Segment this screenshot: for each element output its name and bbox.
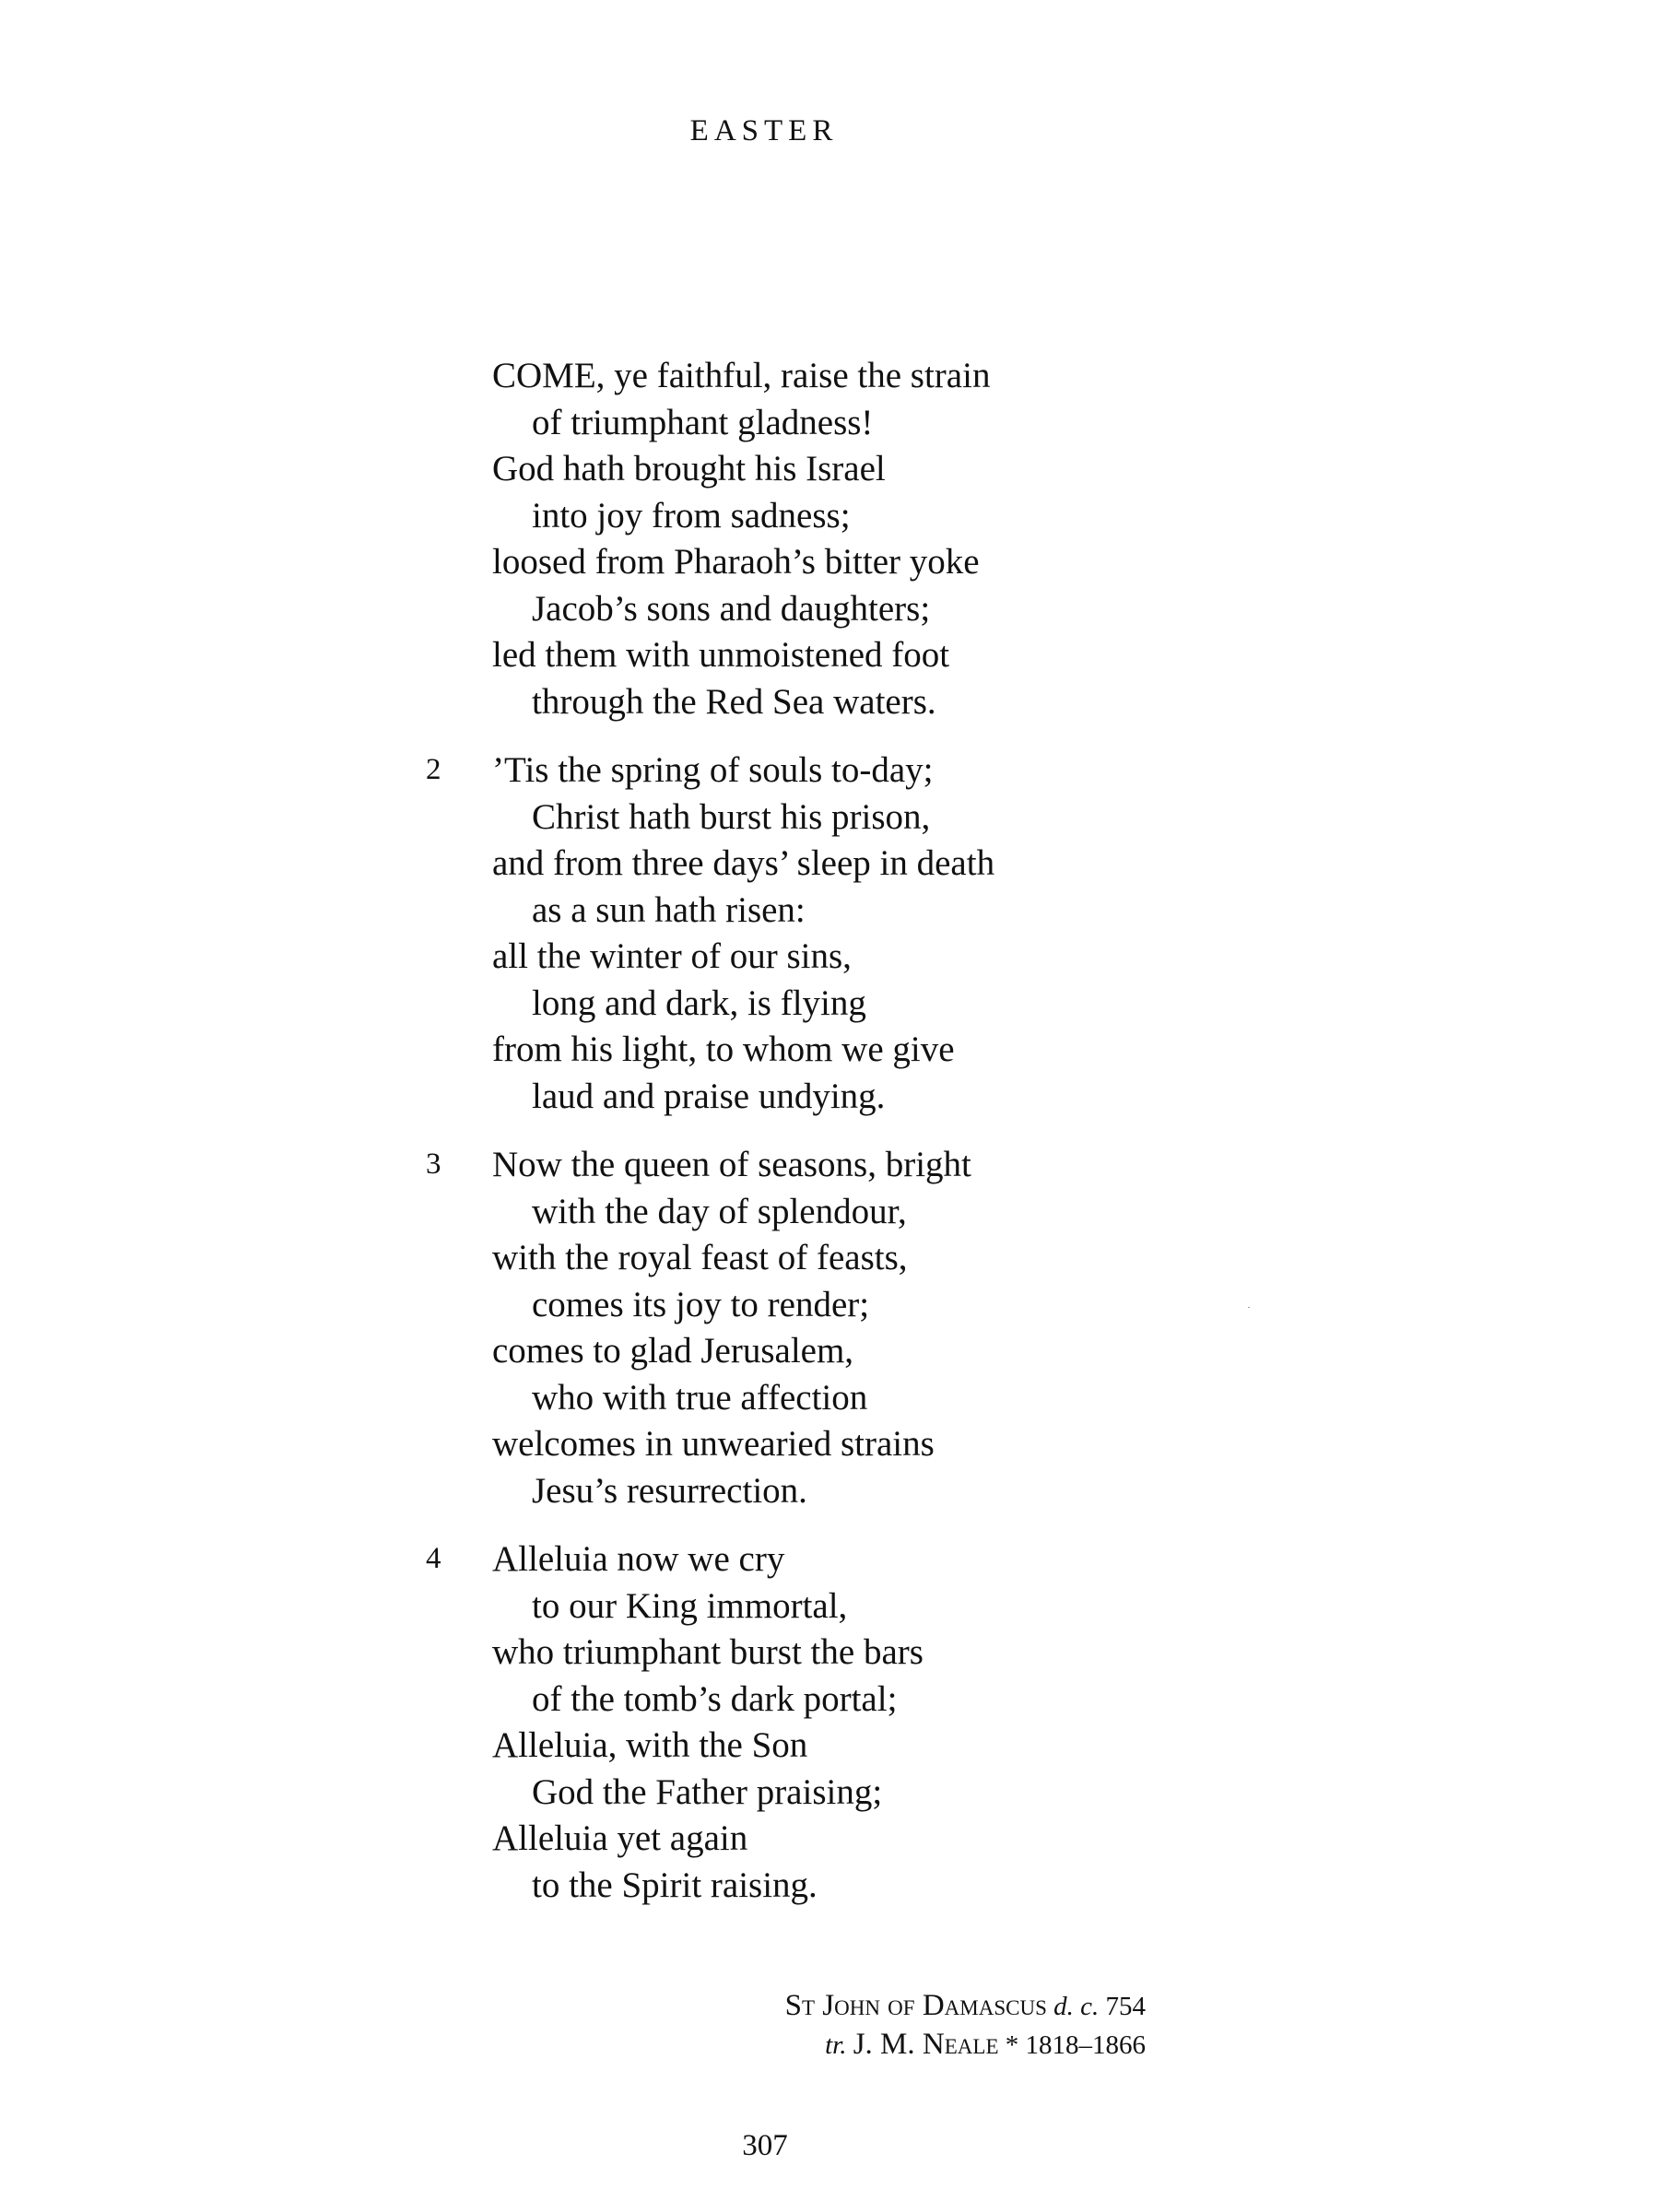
author-date: 754 xyxy=(1105,1992,1146,2021)
stanza-1-line-7: led them with unmoistened foot xyxy=(492,635,950,675)
stanza-3 xyxy=(427,1142,1348,1514)
translator-credit xyxy=(0,2025,1146,2065)
stanza-4-line-1: Alleluia now we cry xyxy=(492,1539,785,1579)
stanza-2-line-1: ’Tis the spring of souls to-day; xyxy=(492,750,934,790)
stanza-1-line-5: loosed from Pharaoh’s bitter yoke xyxy=(492,542,980,582)
stanza-4-line-6: God the Father praising; xyxy=(532,1771,883,1812)
stanza-2 xyxy=(427,747,1348,1120)
stanza-3-line-5: comes to glad Jerusalem, xyxy=(492,1331,854,1371)
translator-dates: 1818–1866 xyxy=(1025,2030,1146,2060)
stanza-2-line-8: laud and praise undying. xyxy=(532,1076,886,1116)
stanza-3-line-3: with the royal feast of feasts, xyxy=(492,1238,908,1277)
stanza-2-line-3: and from three days’ sleep in death xyxy=(492,843,995,883)
stanza-4-line-2: to our King immortal, xyxy=(532,1585,848,1626)
verse-number: 3 xyxy=(426,1147,441,1181)
stanza-4-line-3: who triumphant burst the bars xyxy=(492,1632,924,1672)
stanza-4-line-8: to the Spirit raising. xyxy=(532,1865,818,1905)
stanza-4-line-7: Alleluia yet again xyxy=(492,1818,748,1858)
hymn-text xyxy=(427,353,1348,1931)
stanza-1-line-4: into joy from sadness; xyxy=(532,495,851,535)
translator-name: J. M. Neale xyxy=(853,2028,999,2061)
stanza-3-line-2: with the day of splendour, xyxy=(532,1191,907,1231)
translator-prefix: tr. xyxy=(825,2030,847,2060)
scan-speck xyxy=(1248,1307,1250,1308)
stanza-4 xyxy=(427,1536,1348,1909)
stanza-1-line-6: Jacob’s sons and daughters; xyxy=(532,588,931,629)
stanza-4-line-4: of the tomb’s dark portal; xyxy=(532,1678,898,1719)
stanza-4-line-5: Alleluia, with the Son xyxy=(492,1725,808,1765)
author-credit xyxy=(0,1986,1146,2026)
verse-number: 2 xyxy=(426,753,441,786)
author-name: St John of Damascus xyxy=(784,1989,1047,2022)
stanza-3-line-7: welcomes in unwearied strains xyxy=(492,1424,935,1464)
stanza-1 xyxy=(427,353,1348,725)
stanza-2-line-4: as a sun hath risen: xyxy=(532,889,806,930)
stanza-1-line-1: COME, ye faithful, raise the strain xyxy=(492,356,991,395)
stanza-1-line-3: God hath brought his Israel xyxy=(492,449,886,488)
stanza-1-line-8: through the Red Sea waters. xyxy=(532,681,936,722)
verse-number: 4 xyxy=(426,1542,441,1575)
stanza-3-line-1: Now the queen of seasons, bright xyxy=(492,1145,971,1184)
stanza-1-line-2: of triumphant gladness! xyxy=(532,402,874,442)
altered-text-mark: * xyxy=(1005,2030,1019,2060)
stanza-2-line-7: from his light, to whom we give xyxy=(492,1030,955,1069)
stanza-3-line-6: who with true affection xyxy=(532,1377,868,1418)
author-date-prefix: d. c. xyxy=(1053,1992,1100,2021)
stanza-2-line-2: Christ hath burst his prison, xyxy=(532,796,931,837)
stanza-3-line-4: comes its joy to render; xyxy=(532,1284,870,1324)
stanza-2-line-5: all the winter of our sins, xyxy=(492,936,852,976)
page-number: 307 xyxy=(742,2129,788,2162)
stanza-3-line-8: Jesu’s resurrection. xyxy=(532,1470,807,1511)
stanza-2-line-6: long and dark, is flying xyxy=(532,982,866,1023)
running-head: EASTER xyxy=(689,114,839,147)
